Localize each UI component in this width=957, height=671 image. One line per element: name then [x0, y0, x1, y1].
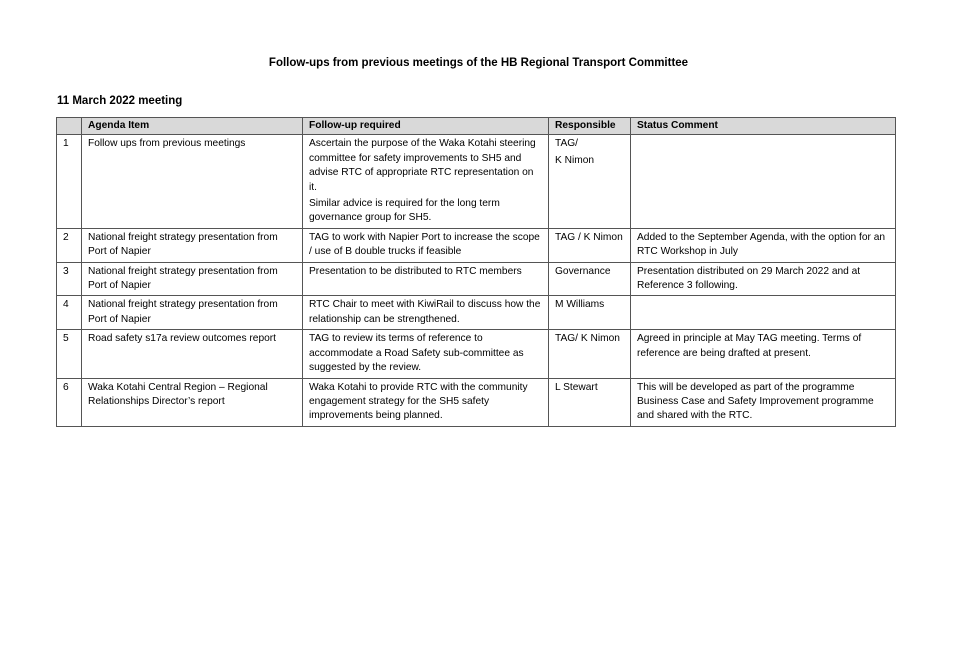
agenda-item-cell: Waka Kotahi Central Region – Regional Relationships Director’s report	[82, 378, 303, 426]
table-row	[57, 330, 896, 378]
responsible-cell	[549, 330, 631, 378]
responsible-line: TAG/ K Nimon	[555, 333, 620, 345]
follow-up-cell	[303, 262, 549, 296]
row-number: 2	[57, 228, 82, 262]
follow-up-paragraph: TAG to review its terms of reference to accommodate a Road Safety sub-committee as suggested by the review.	[309, 333, 524, 374]
document-title: Follow-ups from previous meetings of the HB Regional Transport Committee	[268, 57, 689, 69]
agenda-item-cell: Road safety s17a review outcomes report	[82, 330, 303, 378]
table-header-row	[57, 118, 896, 135]
responsible-cell	[549, 378, 631, 426]
status-comment-cell: Agreed in principle at May TAG meeting. Terms of reference are being drafted at present.	[631, 330, 896, 378]
agenda-item-cell: National freight strategy presentation from Port of Napier	[82, 228, 303, 262]
table-row	[57, 262, 896, 296]
follow-up-cell	[303, 378, 549, 426]
row-number: 1	[57, 135, 82, 228]
responsible-line: M Williams	[555, 299, 605, 311]
agenda-item-cell: Follow ups from previous meetings	[82, 135, 303, 228]
table-row	[57, 135, 896, 228]
follow-up-paragraph: Similar advice is required for the long term governance group for SH5.	[309, 198, 500, 224]
follow-up-cell	[303, 330, 549, 378]
follow-up-paragraph: RTC Chair to meet with KiwiRail to discuss how the relationship can be strengthened.	[309, 299, 541, 325]
responsible-cell	[549, 262, 631, 296]
header-follow-up-required: Follow-up required	[303, 118, 549, 135]
table-row	[57, 296, 896, 330]
agenda-item-cell: National freight strategy presentation from Port of Napier	[82, 262, 303, 296]
responsible-line: K Nimon	[555, 154, 595, 166]
row-number: 4	[57, 296, 82, 330]
follow-up-paragraph: Waka Kotahi to provide RTC with the community engagement strategy for the SH5 safety improvements being planned.	[309, 381, 528, 422]
header-number	[57, 118, 82, 135]
responsible-line: TAG/	[555, 138, 579, 150]
header-agenda-item: Agenda Item	[82, 118, 303, 135]
row-number: 5	[57, 330, 82, 378]
header-status-comment: Status Comment	[631, 118, 896, 135]
status-comment-cell: Added to the September Agenda, with the option for an RTC Workshop in July	[631, 228, 896, 262]
responsible-cell	[549, 135, 631, 228]
follow-up-paragraph: TAG to work with Napier Port to increase the scope / use of B double trucks if feasible	[309, 231, 540, 258]
status-comment-cell	[631, 135, 896, 228]
status-comment-cell	[631, 296, 896, 330]
status-comment-cell: This will be developed as part of the programme Business Case and Safety Improvement programme and shared with the RTC.	[631, 378, 896, 426]
header-responsible: Responsible	[549, 118, 631, 135]
responsible-cell	[549, 296, 631, 330]
table-row	[57, 228, 896, 262]
row-number: 3	[57, 262, 82, 296]
followups-table	[56, 117, 896, 427]
responsible-cell	[549, 228, 631, 262]
row-number: 6	[57, 378, 82, 426]
table-row	[57, 378, 896, 426]
agenda-item-cell: National freight strategy presentation from Port of Napier	[82, 296, 303, 330]
meeting-heading: 11 March 2022 meeting	[57, 95, 183, 107]
follow-up-cell	[303, 135, 549, 228]
responsible-line: Governance	[555, 265, 611, 277]
follow-up-cell	[303, 228, 549, 262]
responsible-line: TAG / K Nimon	[555, 231, 623, 243]
responsible-line: L Stewart	[555, 381, 598, 393]
follow-up-paragraph: Ascertain the purpose of the Waka Kotahi steering committee for safety improvements to SH5 and advise RTC of appropriate RTC representation on it.	[309, 138, 536, 193]
status-comment-cell: Presentation distributed on 29 March 2022 and at Reference 3 following.	[631, 262, 896, 296]
follow-up-cell	[303, 296, 549, 330]
follow-up-paragraph: Presentation to be distributed to RTC members	[309, 265, 522, 277]
